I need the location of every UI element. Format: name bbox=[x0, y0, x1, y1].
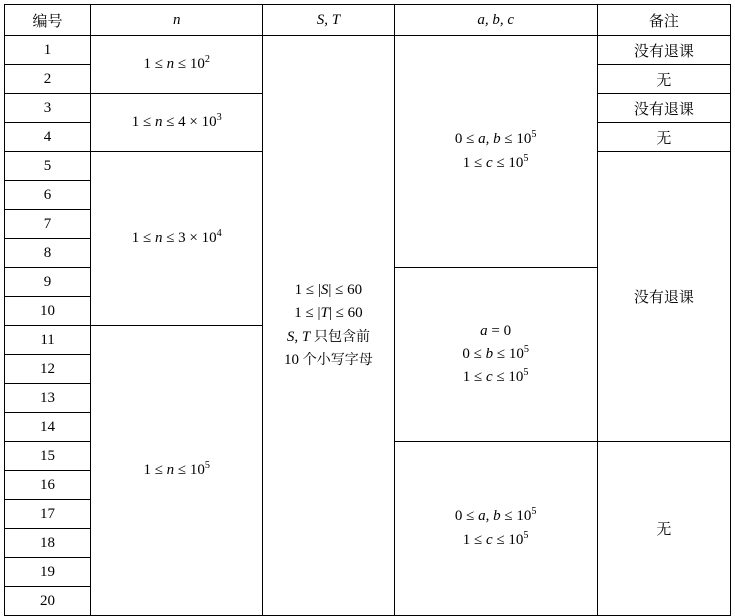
note-cell: 无 bbox=[597, 442, 730, 616]
row-id: 11 bbox=[5, 326, 91, 355]
row-id: 3 bbox=[5, 94, 91, 123]
n-constraint-cell bbox=[91, 94, 263, 152]
row-id: 14 bbox=[5, 413, 91, 442]
note-cell: 没有退课 bbox=[597, 94, 730, 123]
row-id: 10 bbox=[5, 297, 91, 326]
column-header-abc: a, b, c bbox=[394, 5, 597, 36]
abc-constraint-cell bbox=[394, 268, 597, 442]
math-line: 0 ≤ a, $b \le 10^5$ bbox=[454, 129, 537, 148]
math-line: $1 \le n \le 10^5$ bbox=[143, 459, 210, 478]
row-id: 17 bbox=[5, 500, 91, 529]
math-line: S, T 只包含前 bbox=[286, 328, 370, 345]
table-row bbox=[5, 36, 731, 65]
row-id: 2 bbox=[5, 65, 91, 94]
n-constraint-cell bbox=[91, 152, 263, 326]
row-id: 19 bbox=[5, 558, 91, 587]
row-id: 8 bbox=[5, 239, 91, 268]
note-cell: 没有退课 bbox=[597, 152, 730, 442]
math-line: a = 0 bbox=[480, 322, 512, 339]
math-line: $1 \le c \le 10^5$ bbox=[462, 529, 529, 548]
math-line: $1 \le c \le 10^5$ bbox=[462, 152, 529, 171]
constraint-table bbox=[4, 4, 731, 616]
row-id: 18 bbox=[5, 529, 91, 558]
math-line: 1 ≤ |T| ≤ 60 bbox=[294, 305, 363, 322]
row-id: 13 bbox=[5, 384, 91, 413]
st-constraint-cell bbox=[263, 36, 394, 616]
column-header-n: n bbox=[91, 5, 263, 36]
abc-constraint-cell bbox=[394, 442, 597, 616]
n-constraint-cell bbox=[91, 36, 263, 94]
column-header-note: 备注 bbox=[597, 5, 730, 36]
row-id: 4 bbox=[5, 123, 91, 152]
math-line: 1 ≤ |S| ≤ 60 bbox=[294, 282, 363, 298]
column-header-st: S, T bbox=[263, 5, 394, 36]
row-id: 9 bbox=[5, 268, 91, 297]
note-cell: 无 bbox=[597, 123, 730, 152]
math-line: $1 \le c \le 10^5$ bbox=[462, 367, 529, 386]
math-line: $1 \le n \le 4 \times 10^3$ bbox=[131, 111, 222, 130]
row-id: 7 bbox=[5, 210, 91, 239]
abc-constraint-cell bbox=[394, 36, 597, 268]
note-cell: 没有退课 bbox=[597, 36, 730, 65]
math-line: $0 \le b \le 10^5$ bbox=[462, 343, 529, 362]
note-cell: 无 bbox=[597, 65, 730, 94]
row-id: 1 bbox=[5, 36, 91, 65]
math-line: $1 \le n \le 3 \times 10^4$ bbox=[131, 227, 222, 246]
row-id: 15 bbox=[5, 442, 91, 471]
row-id: 12 bbox=[5, 355, 91, 384]
column-header-id: 编号 bbox=[5, 5, 91, 36]
table-header-row bbox=[5, 5, 731, 36]
math-line: $1 \le n \le 10^2$ bbox=[143, 53, 210, 72]
row-id: 6 bbox=[5, 181, 91, 210]
n-constraint-cell bbox=[91, 326, 263, 616]
table-body bbox=[5, 36, 731, 616]
math-line: 10 个小写字母 bbox=[284, 351, 373, 368]
table-header bbox=[5, 5, 731, 36]
row-id: 16 bbox=[5, 471, 91, 500]
math-line: 0 ≤ a, $b \le 10^5$ bbox=[454, 506, 537, 525]
row-id: 5 bbox=[5, 152, 91, 181]
row-id: 20 bbox=[5, 587, 91, 616]
